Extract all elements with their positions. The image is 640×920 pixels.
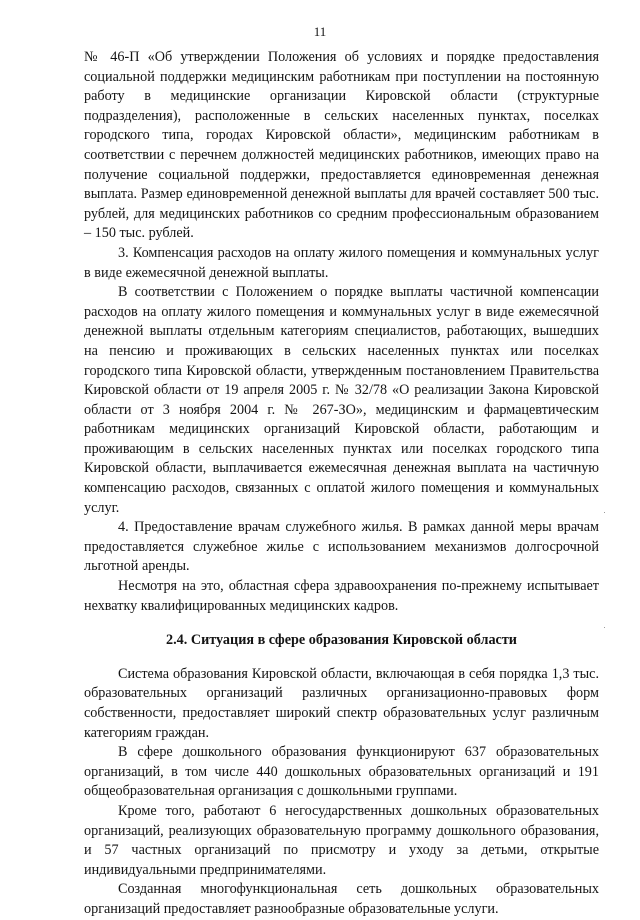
paragraph-education-system: Система образования Кировской области, включающая в себя порядка 1,3 тыс. образовательных организаций различных организационно-правовых форм собственности, предоставляет широкий спектр образовательных услуг различным категориям граждан. — [84, 665, 599, 741]
paragraph-continued: № 46-П «Об утверждении Положения об условиях и порядке предоставления социальной поддержки медицинским работникам при поступлении на постоянную работу в медицинские организации Кировской области (структурные подразделения), расположенные в сельских населенных пунктах, поселках городского типа, городах Кировской области», медицинским работникам в соответствии с перечнем должностей медицинских работников, имеющих право на получение социальной поддержки, предоставляется единовременная денежная выплата. Размер единовременной денежной выплаты для врачей составляет 500 тыс. рублей, для медицинских работников со средним профессиональным образованием – 150 тыс. рублей. — [84, 49, 599, 242]
paragraph-private-orgs: Кроме того, работают 6 негосударственных дошкольных образовательных организаций, реализующих образовательную программу дошкольного образования, и 57 частных организаций по присмотру и уходу за детьми, открытые индивидуальными предпринимателями. — [84, 802, 599, 878]
section-heading: 2.4. Ситуация в сфере образования Кировской области — [166, 632, 517, 649]
paragraph-compensation: В соответствии с Положением о порядке выплаты частичной компенсации расходов на оплату жилого помещения и коммунальных услуг в виде ежемесячной денежной выплаты отдельным категориям специалистов, работающих, вышедших на пенсию и проживающих в сельских населенных пунктах или поселках городского типа Кировской области, утвержденным постановлением Правительства Кировской области от 19 апреля 2005 г. № 32/78 «О реализации Закона Кировской области от 3 ноября 2004 г. № 267-ЗО», медицинским и фармацевтическим работникам медицинских организаций Кировской области, работающим и проживающим в сельских населенных пунктах или поселках городского типа Кировской области, выплачивается ежемесячная денежная выплата на частичную компенсацию расходов, связанных с оплатой жилого помещения и коммунальных услуг. — [84, 284, 599, 516]
paragraph-shortage: Несмотря на это, областная сфера здравоохранения по-прежнему испытывает нехватку квалифицированных медицинских кадров. — [84, 578, 599, 614]
paragraph-item-3: 3. Компенсация расходов на оплату жилого помещения и коммунальных услуг в виде ежемесячной денежной выплаты. — [84, 244, 599, 281]
page-number: 11 — [313, 24, 327, 39]
paragraph-network: Созданная многофункциональная сеть дошкольных образовательных организаций предоставляет разнообразные образовательные услуги. — [84, 881, 599, 917]
paragraph-preschool: В сфере дошкольного образования функционируют 637 образовательных организаций, в том числе 440 дошкольных образовательных организаций и 191 общеобразовательная организация с дошкольными группами. — [84, 744, 599, 800]
paragraph-item-4: 4. Предоставление врачам служебного жилья. В рамках данной меры врачам предоставляется служебное жилье с использованием механизмов долгосрочной льготной аренды. — [84, 519, 599, 575]
scan-speck — [604, 512, 605, 513]
scan-speck — [604, 627, 605, 628]
document-body — [84, 48, 599, 920]
